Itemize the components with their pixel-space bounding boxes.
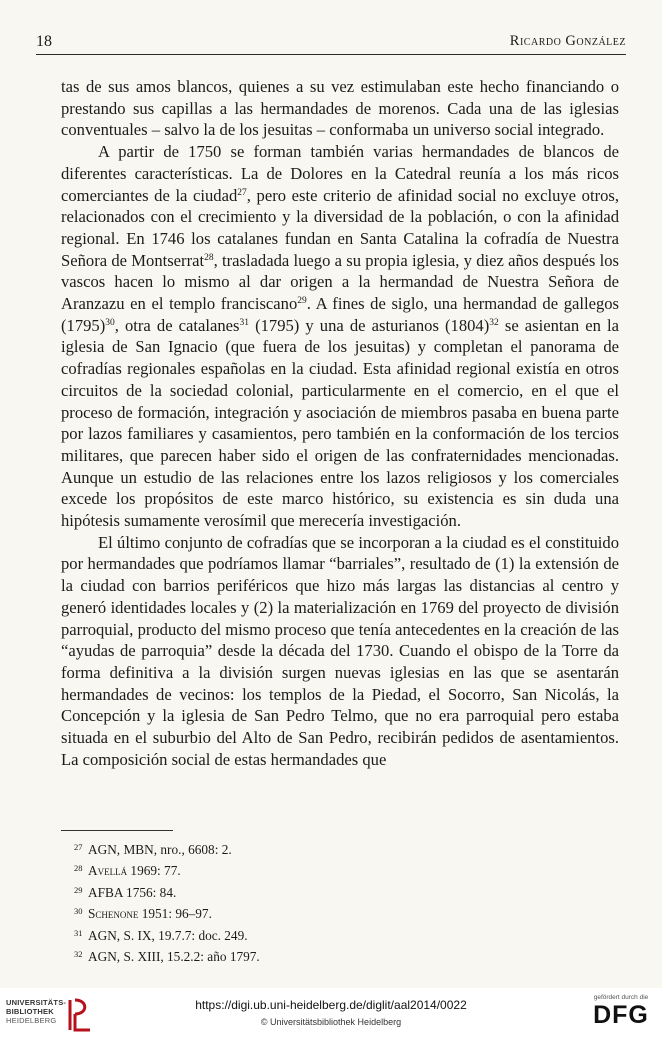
footnote-text: AGN, MBN, nro., 6608: 2. — [88, 842, 232, 857]
paragraph-text: (1795) y una de asturianos (1804) — [248, 315, 490, 335]
paragraph — [61, 141, 619, 532]
footnote-text: 1951: 96–97. — [138, 906, 212, 922]
footnote-number: 27 — [74, 842, 83, 852]
footnote-author: Schenone — [88, 906, 139, 922]
paragraph-text: se asientan en la iglesia de San Ignacio (que fuera de los jesuitas) y completan el panorama de cofradías regionales españolas en la ciudad. Esta afinidad regional existía en otros circuitos de la sociedad colonial, particularmente en el comercio, en el que el proceso de formación, integración y asociación de miembros pasaba en buena parte por lazos familiares y casamientos, pero también en la conformación de los tercios militares, que parecen haber sido el origen de las confraternidades mencionadas. Aunque un estudio de las relaciones entre los lazos religiosos y los comerciales excede los propósitos de este marco histórico, su existencia es sin duda una hipótesis sumamente verosímil que merecería investigación. — [61, 315, 619, 531]
dfg-logo[interactable] — [588, 994, 654, 1034]
permalink-url[interactable]: https://digi.ub.uni-heidelberg.de/diglit/aal2014/0022 — [195, 998, 467, 1012]
footnote-author: Avellá — [88, 863, 128, 879]
paragraph-text: El último conjunto de cofradías que se incorporan a la ciudad es el constituido por hermandades que podríamos llamar “barriales”, resultado de (1) la extensión de la ciudad con barrios periféricos que hizo más largas las distancias al centro y generó identidades locales y (2) la materialización en 1769 del proyecto de división parroquial, producto del mismo proceso que tenía antecedentes en la creación de las “ayudas de parroquia” desde la década del 1730. Cuando el obispo de la Torre da forma definitiva a la división surgen nuevas iglesias en las que se asentarán hermandades de vecinos: los templos de la Piedad, el Socorro, San Nicolás, la Concepción y la iglesia de San Pedro Telmo, que no era parroquial pero estaba situada en el suburbio del Alto de San Pedro, recibirán pedidos de asentamientos. La composición social de estas hermandades que — [61, 532, 619, 769]
paragraph — [61, 532, 619, 771]
footnote-ref[interactable]: 28 — [204, 252, 214, 263]
footnote — [74, 945, 594, 966]
body-text — [61, 76, 619, 771]
footnote — [74, 838, 594, 859]
footnote-ref[interactable]: 32 — [489, 317, 499, 328]
footnote — [74, 881, 594, 902]
page-header — [36, 33, 626, 53]
viewer-footer — [0, 988, 662, 1037]
footnote-number: 32 — [74, 949, 83, 960]
footnote-ref[interactable]: 27 — [237, 187, 247, 198]
footnote-ref[interactable]: 30 — [105, 317, 115, 328]
footnote-text: AGN, S. XIII, 15.2.2: año 1797. — [88, 949, 260, 965]
paragraph-text: A partir de 1750 se forman también varias hermandades de blancos de diferentes características. La de Dolores en la Catedral reunía a los más ricos comerciantes de la ciudad — [61, 142, 619, 205]
footnote-number: 28 — [74, 863, 83, 874]
footnote-text: AGN, S. IX, 19.7.7: doc. 249. — [88, 927, 248, 943]
header-rule — [36, 54, 626, 55]
running-head: Ricardo González — [509, 33, 626, 49]
footnote-text: 1969: 77. — [127, 863, 181, 879]
page-number: 18 — [36, 33, 52, 50]
dfg-wordmark: DFG — [593, 1001, 649, 1029]
footnote-number: 30 — [74, 906, 83, 917]
paragraph-text: , pero este criterio de afinidad social no excluye otros, relacionados con el crecimiento y la diversidad de la población, o con la afinidad regional. En 1746 los catalanes fundan en Santa Catalina la cofradía de Nuestra Señora de Montserrat — [61, 185, 619, 270]
copyright-notice: © Universitätsbibliothek Heidelberg — [260, 1017, 402, 1027]
paragraph-text: . A fines de siglo, una hermandad de gallegos (1795) — [61, 294, 619, 335]
footnote-number: 29 — [74, 884, 83, 895]
footnotes — [74, 838, 594, 966]
footnote — [74, 859, 594, 880]
footnote-ref[interactable]: 29 — [297, 296, 307, 307]
paragraph-text: tas de sus amos blancos, quienes a su vez estimulaban este hecho financiando o prestando sus capillas a las hermandades de morenos. Cada una de las iglesias conventuales – salvo la de los jesuitas – conformaba un universo social integrado. — [61, 77, 619, 140]
paragraph-text: , otra de catalanes — [114, 315, 240, 335]
footnote-ref[interactable]: 31 — [239, 317, 249, 328]
footnote-text: AFBA 1756: 84. — [88, 884, 177, 900]
paragraph — [61, 76, 619, 141]
footnote — [74, 902, 594, 923]
footnote-rule — [61, 830, 173, 831]
paragraph-text: , trasladada luego a su propia iglesia, y diez años después los vascos hacen lo mismo al dar origen a la hermandad de Nuestra Señora de Aranzazu en el templo franciscano — [61, 250, 619, 314]
library-name: UNIVERSITÄTS- BIBLIOTHEK HEIDELBERG — [6, 998, 67, 1025]
footnote-number: 31 — [74, 927, 83, 938]
funded-by-label: gefördert durch die — [593, 994, 649, 1001]
footnote — [74, 924, 594, 945]
